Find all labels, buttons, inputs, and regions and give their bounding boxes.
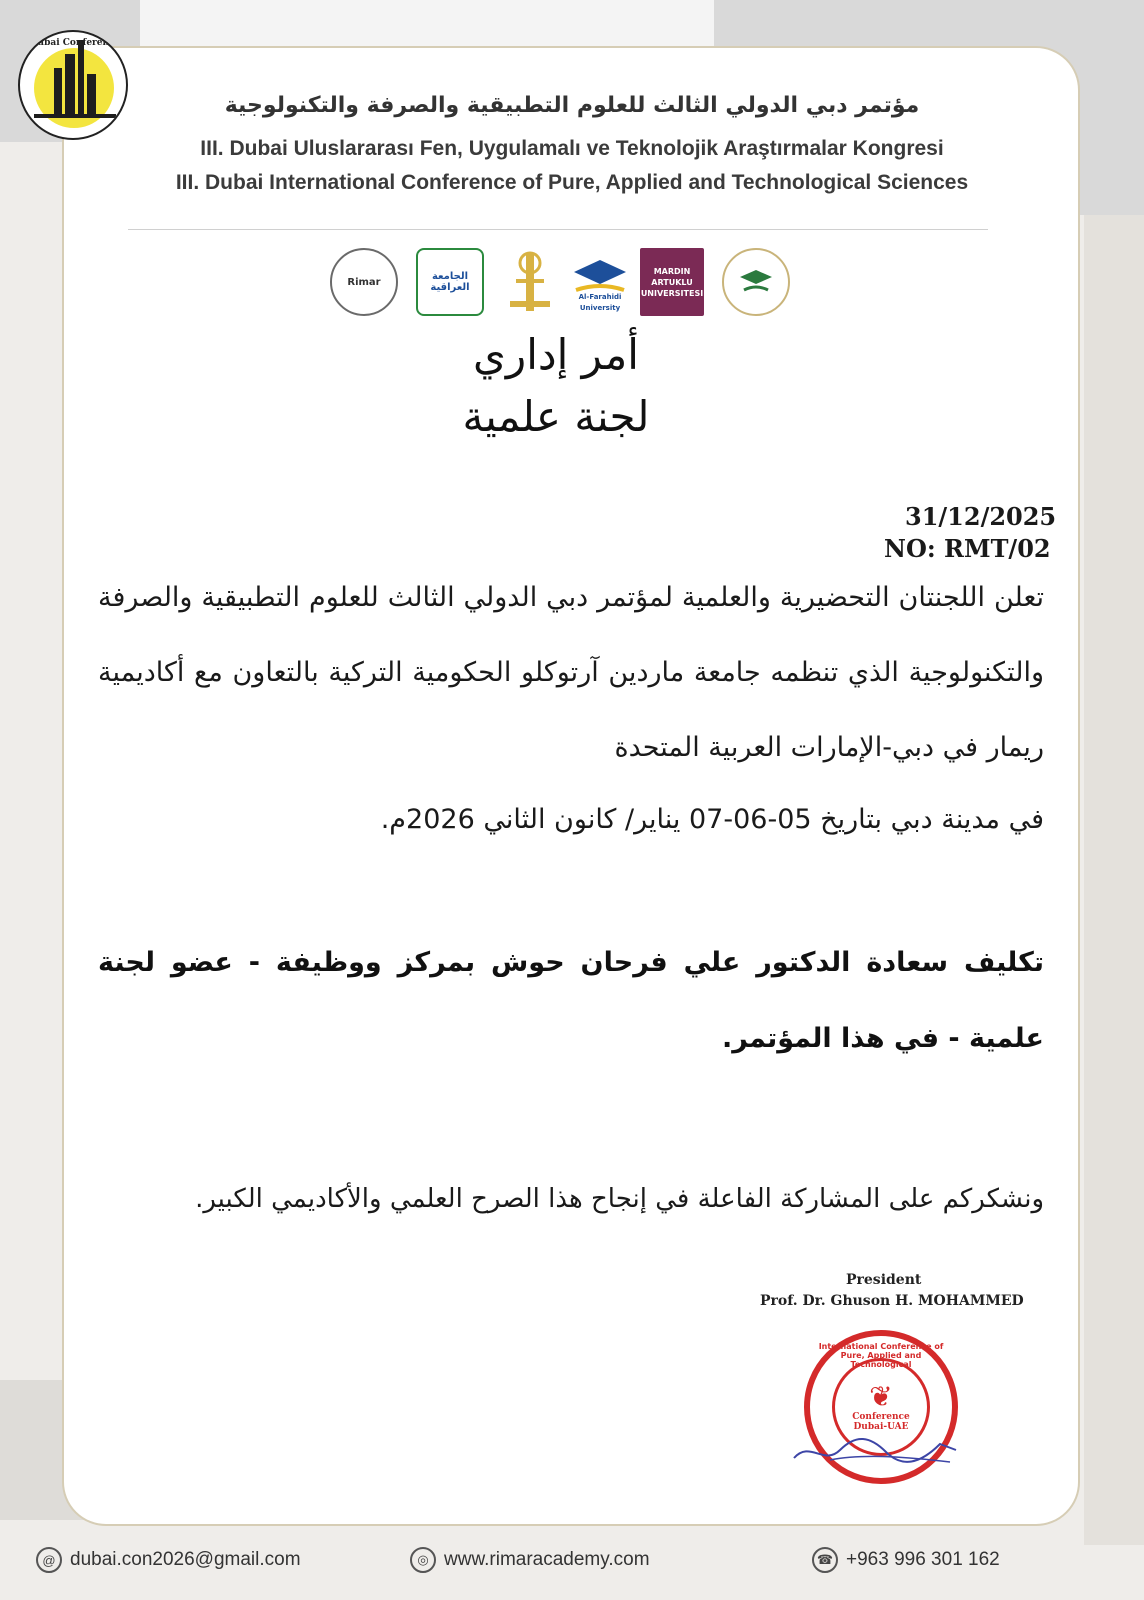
partner-label: MARDIN ARTUKLU UNIVERSITESI: [640, 266, 704, 298]
document-subtitle: لجنة علمية: [462, 392, 650, 441]
footer-website-text[interactable]: www.rimaracademy.com: [444, 1549, 650, 1570]
header-turkish: III. Dubai Uluslararası Fen, Uygulamalı ve Teknolojik Araştırmalar Kongresi: [200, 137, 944, 160]
announcement-paragraph: تعلن اللجنتان التحضيرية والعلمية لمؤتمر دبي الدولي الثالث للعلوم التطبيقية والصرفة والتكنولوجية الذي تنظمه جامعة ماردين آرتوكلو الحكومية التركية بالتعاون مع أكاديمية ريمار في دبي-الإمارات العربية المتحدة: [98, 582, 1044, 763]
document-date: 31/12/2025: [905, 502, 1057, 531]
stamp-city-text: Dubai-UAE: [853, 1422, 909, 1432]
palm-icon: ❦: [869, 1380, 893, 1413]
globe-icon: ◎: [410, 1547, 436, 1573]
background-block-top: [140, 0, 714, 50]
footer-phone-text[interactable]: +963 996 301 162: [846, 1549, 1000, 1570]
footer-email[interactable]: [36, 1547, 301, 1573]
signer-role: President: [846, 1272, 922, 1288]
header-arabic: مؤتمر دبي الدولي الثالث للعلوم التطبيقية والصرفة والتكنولوجية: [224, 93, 920, 118]
header-english: III. Dubai International Conference of Pure, Applied and Technological Sciences: [175, 171, 969, 194]
partner-label: Al-Farahidi University: [578, 293, 622, 312]
partner-logo-rimar: [330, 248, 398, 316]
header-divider: [128, 229, 988, 230]
partner-label: Rimar: [347, 276, 381, 288]
signer-name: Prof. Dr. Ghuson H. MOHAMMED: [760, 1293, 1024, 1309]
partner-logo-al-farahidi: [566, 248, 634, 316]
logo-text: Dubai Conference: [29, 38, 121, 48]
footer-website[interactable]: [410, 1547, 650, 1573]
conference-logo: [18, 30, 128, 140]
partner-label: الجامعة العراقية: [430, 271, 470, 293]
footer-email-text[interactable]: dubai.con2026@gmail.com: [70, 1549, 301, 1570]
handwritten-signature: [790, 1430, 960, 1470]
partner-logo-iraqi-university: [416, 248, 484, 316]
stamp-center-text: Conference: [852, 1412, 910, 1422]
document-title: أمر إداري: [473, 330, 639, 379]
partner-logo-mardin-artuklu: [640, 248, 704, 316]
thanks-line: ونشكركم على المشاركة الفاعلة في إنجاح هذا الصرح العلمي والأكاديمي الكبير.: [195, 1184, 1044, 1214]
phone-icon: ☎: [812, 1547, 838, 1573]
assignment-statement: تكليف سعادة الدكتور علي فرحان حوش بمركز ووظيفة - عضو لجنة علمية - في هذا المؤتمر.: [98, 947, 1044, 1054]
footer-phone[interactable]: [812, 1547, 1000, 1573]
partner-logo-green-emblem: [722, 248, 790, 316]
at-icon: @: [36, 1547, 62, 1573]
emblem-icon: [502, 249, 558, 315]
document-reference: NO: RMT/02: [884, 534, 1051, 563]
stamp-ring-text: International Conference of Pure, Applied and Technological: [818, 1342, 944, 1369]
partner-logo-emblem: [496, 248, 564, 316]
book-cap-icon: [736, 262, 776, 302]
announcement-date-line: في مدينة دبي بتاريخ 05-06-07 يناير/ كانون الثاني 2026م.: [380, 804, 1044, 835]
